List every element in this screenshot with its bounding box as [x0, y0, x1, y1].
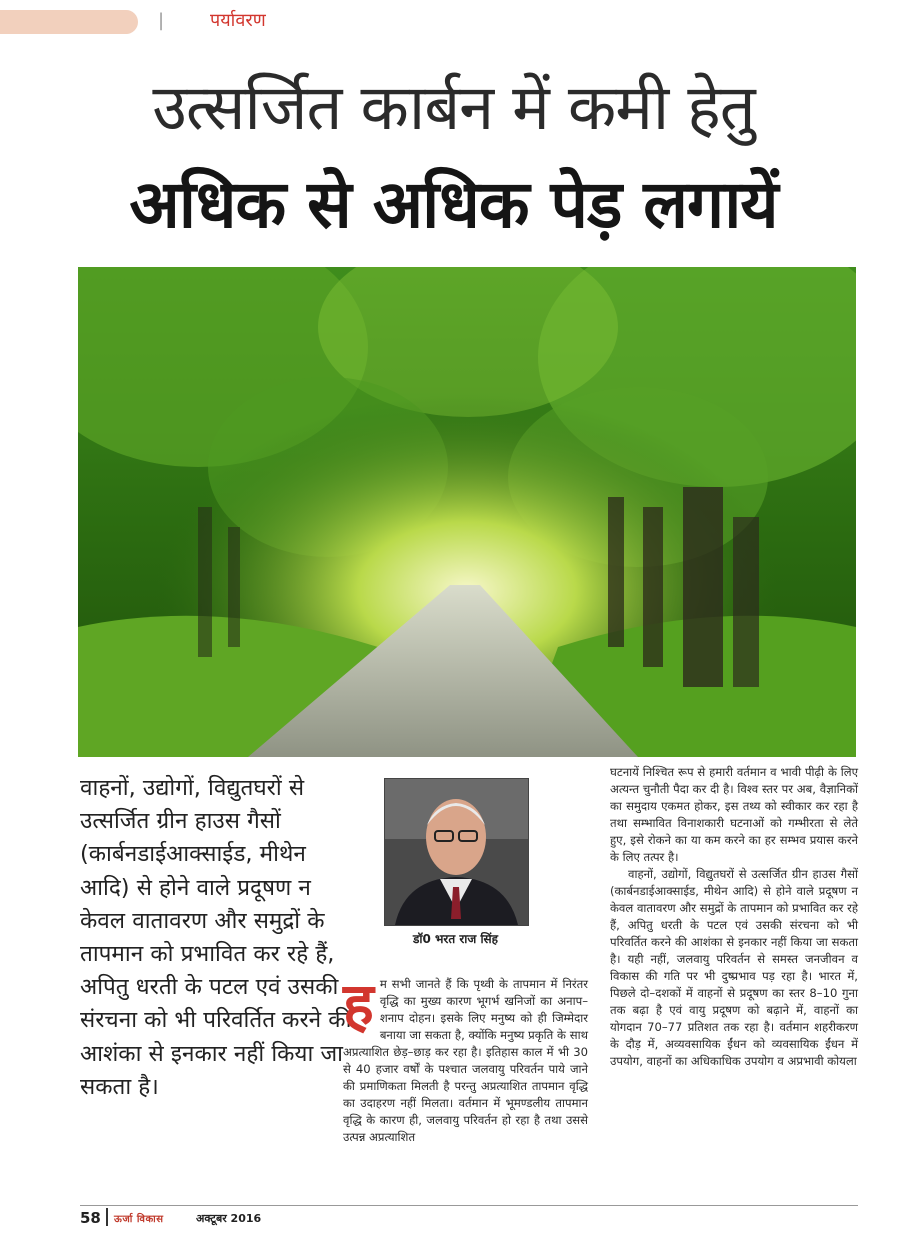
page-number: 58: [80, 1209, 101, 1227]
section-label: पर्यावरण: [210, 10, 266, 31]
author-caption: डॉ0 भरत राज सिंह: [412, 932, 499, 946]
footer-rule: [80, 1205, 858, 1206]
lead-summary: वाहनों, उद्योगों, विद्युतघरों से उत्सर्जित ग्रीन हाउस गैसों (कार्बनडाईआक्साईड, मीथेन आदि) से होने वाले प्रदूषण न केवल वातावरण और समुद्रों के तापमान को प्रभावित कर रहे हैं, अपितु धरती के पटल एवं उसकी संरचना को भी परिवर्तित करने की आशंका से इनकार नहीं किया जा सकता है।: [80, 775, 352, 1100]
article-paragraph: वाहनों, उद्योगों, विद्युतघरों से उत्सर्जित ग्रीन हाउस गैसों (कार्बनडाईआक्साईड, मीथेन आदि) से होने वाले प्रदूषण न केवल वातावरण और समुद्रों के तापमान को प्रभावित कर रहे हैं, अपितु धरती के पटल एवं उसकी संरचना को भी परिवर्तित करने की आशंका से इनकार नहीं किया जा सकता है। यही नहीं, जलवायु परिवर्तन से समस्त जनजीवन व विकास की गति पर भी दुष्प्रभाव पड़ रहा है। भारत में, पिछले दो–दशकों में वाहनों से प्रदूषण का स्तर 8–10 गुना तक बढ़ा है एवं वायु प्रदूषण को बढ़ाने में, वाहनों का योगदान 70–77 प्रतिशत तक रहा है। वर्तमान शहरीकरण के दौड़ में, अव्यवसायिक ईंधन को व्यवसायिक ईंधन में उपयोग, वाहनों का अधिकाधिक उपयोग व अप्रभावी कोयला: [610, 867, 858, 1068]
article-paragraph: घटनायें निश्चित रूप से हमारी वर्तमान व भावी पीढ़ी के लिए अत्यन्त चुनौती पैदा कर दी है। विश्व स्तर पर अब, वैज्ञानिकों का समुदाय एकमत होकर, इस तथ्य को स्वीकार कर रहा है तथा सम्भावित विनाशकारी घटनाओं को गम्भीरता से लेते हुए, इसे रोकने का या कम करने का हर सम्भव प्रयास करने के लिए तत्पर है।: [610, 765, 858, 864]
tree-tunnel-photo: [78, 267, 856, 757]
header-separator: |: [158, 10, 165, 31]
footer-separator-bar: [106, 1208, 108, 1226]
magazine-logo: ऊर्जा विकास: [114, 1214, 164, 1225]
issue-date: अक्टूबर 2016: [196, 1212, 262, 1225]
dropcap: ह: [343, 970, 374, 1038]
article-column-2: [610, 764, 858, 1070]
article-paragraph: म सभी जानते हैं कि पृथ्वी के तापमान में निरंतर वृद्धि का मुख्य कारण भूगर्भ खनिजों का अनाप–शनाप दोहन। इसके लिए मनुष्य को ही जिम्मेदार बनाया जा सकता है, क्योंकि मनुष्य प्रकृति के साथ अप्रत्याशित छेड़–छाड़ कर रहा है। इतिहास काल में भी 30 से 40 हजार वर्षों के पश्चात जलवायु परिवर्तन पाये जाने की प्रमाणिकता मिलती है परन्तु अप्रत्याशित तापमान वृद्धि का उदाहरण नहीं मिलता। वर्तमान में भूमण्डलीय तापमान वृद्धि के कारण ही, जलवायु परिवर्तन हो रहा है तथा उससे उत्पन्न अप्रत्याशित: [343, 977, 588, 1144]
headline-line-2: अधिक से अधिक पेड़ लगायें: [129, 166, 778, 243]
headline-line-1: उत्सर्जित कार्बन में कमी हेतु: [152, 71, 755, 144]
author-photo: [384, 778, 529, 926]
section-tab-decoration: [0, 10, 138, 34]
article-column-1: [343, 970, 588, 1146]
